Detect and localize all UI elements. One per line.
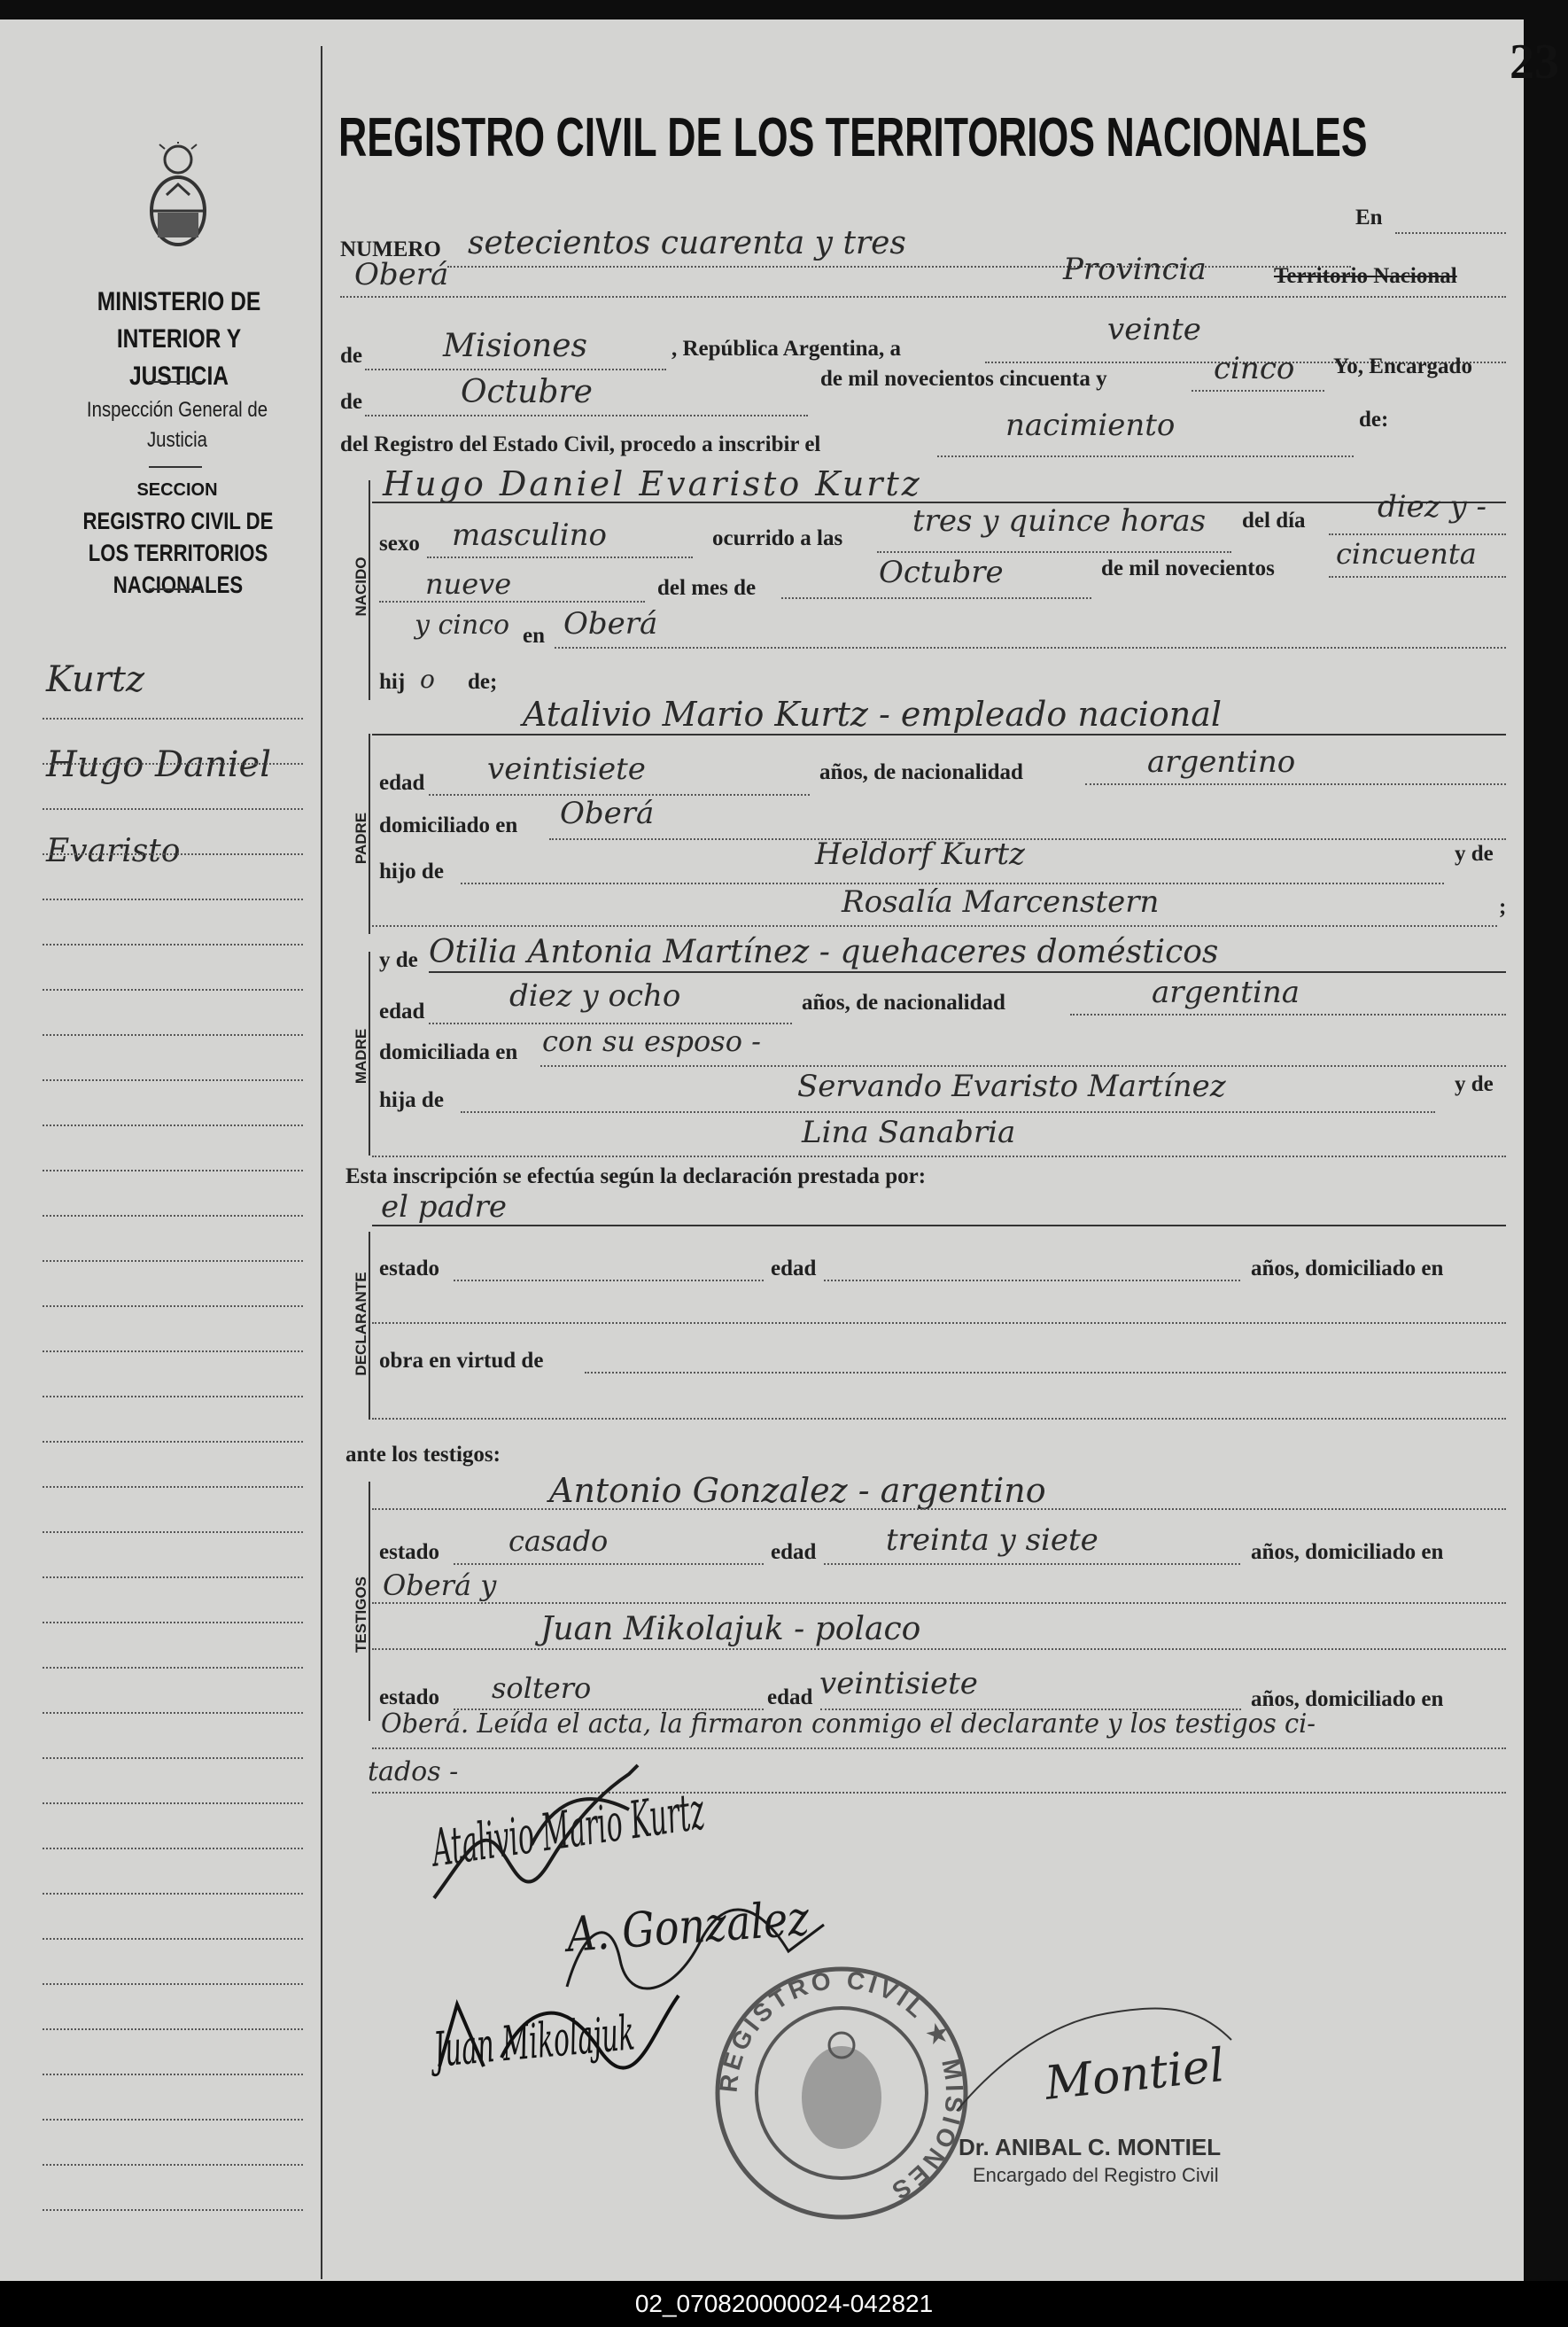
declarante-value-line bbox=[372, 1225, 1506, 1226]
sidebar-ruled-line bbox=[43, 763, 303, 765]
testigo1-edad: treinta y siete bbox=[886, 1522, 1098, 1558]
month-line bbox=[365, 415, 808, 416]
sidebar-ruled-line bbox=[43, 1757, 303, 1759]
padre-dom-line bbox=[549, 838, 1506, 840]
sidebar-ruled-line bbox=[43, 1260, 303, 1262]
testigo1-edad-line bbox=[824, 1563, 1240, 1565]
declarante-side-label: DECLARANTE bbox=[353, 1272, 369, 1376]
sidebar-ruled-line bbox=[43, 1983, 303, 1985]
sidebar-ruled-line bbox=[43, 1848, 303, 1849]
sidebar-ruled-line bbox=[43, 2119, 303, 2121]
ministry-label: MINISTERIO DE INTERIOR Y JUSTICIA bbox=[97, 287, 261, 391]
madre-hija-line bbox=[461, 1111, 1435, 1113]
madre-padre-value: Servando Evaristo Martínez bbox=[797, 1069, 1226, 1104]
sidebar-ruled-line bbox=[43, 853, 303, 855]
section-label: SECCION bbox=[136, 480, 218, 500]
official-name: Dr. ANIBAL C. MONTIEL bbox=[959, 2134, 1222, 2160]
sidebar-ruled-line bbox=[43, 2028, 303, 2030]
declarante-edad-line bbox=[824, 1280, 1240, 1281]
sidebar-ruled-line bbox=[43, 944, 303, 946]
sidebar-rule-1 bbox=[149, 381, 202, 383]
sidebar-divider bbox=[321, 46, 322, 2279]
sidebar-ruled-line bbox=[43, 1125, 303, 1126]
province-value: Misiones bbox=[443, 328, 588, 364]
republica-label: , República Argentina, a bbox=[671, 337, 902, 361]
registro-civil-stamp bbox=[709, 1960, 974, 2226]
anio-line bbox=[1329, 576, 1506, 578]
witness2-signature: Juan Mikolajuk bbox=[431, 2004, 637, 2078]
del-dia-label: del día bbox=[1242, 509, 1306, 533]
act-line bbox=[937, 455, 1354, 457]
testigo1-name: Antonio Gonzalez - argentino bbox=[549, 1471, 1046, 1510]
madre-edad-label: edad bbox=[379, 1000, 425, 1023]
sidebar-ruled-line bbox=[43, 2164, 303, 2166]
madre-nac-value: argentina bbox=[1152, 975, 1300, 1010]
year-value: cinco bbox=[1214, 351, 1295, 386]
testigos-side-label: TESTIGOS bbox=[353, 1576, 369, 1653]
madre-hija-label: hija de bbox=[379, 1088, 444, 1112]
territorio-struck: Territorio Nacional bbox=[1274, 264, 1457, 288]
sidebar-ruled-line bbox=[43, 718, 303, 720]
sidebar-ruled-line bbox=[43, 808, 303, 810]
de-label-2: de bbox=[340, 390, 362, 414]
padre-name-line bbox=[372, 734, 1506, 735]
intro-line-2 bbox=[340, 296, 1506, 298]
act-value: nacimiento bbox=[1005, 408, 1176, 443]
registro-label: del Registro del Estado Civil, procedo a inscribir el bbox=[340, 432, 821, 456]
mes-line bbox=[781, 597, 1091, 599]
sidebar-ruled-line bbox=[43, 1396, 303, 1397]
year-line bbox=[1192, 390, 1324, 392]
sidebar-ruled-line bbox=[43, 1305, 303, 1307]
testigo1-edad-label: edad bbox=[771, 1540, 817, 1564]
declarante-dom-line bbox=[372, 1322, 1506, 1324]
sexo-value: masculino bbox=[452, 518, 608, 553]
sidebar-ruled-line bbox=[43, 2209, 303, 2211]
declarante-anios-label: años, domiciliado en bbox=[1251, 1257, 1444, 1280]
madre-yde-label: y de bbox=[379, 948, 418, 972]
madre-name: Otilia Antonia Martínez - quehaceres domésticos bbox=[429, 934, 1219, 970]
sidebar-ruled-line bbox=[43, 1667, 303, 1669]
closing-line-2: tados - bbox=[368, 1756, 459, 1787]
numero-value: setecientos cuarenta y tres bbox=[468, 225, 906, 261]
closing-line-1: Oberá. Leída el acta, la firmaron conmigo el declarante y los testigos ci- bbox=[381, 1708, 1316, 1739]
year-label: de mil novecientos cincuenta y bbox=[820, 367, 1107, 391]
padre-dom-value: Oberá bbox=[560, 796, 655, 831]
footer-file-id: 02_070820000024-042821 bbox=[0, 2281, 1568, 2327]
madre-yde2-label: y de bbox=[1455, 1072, 1494, 1096]
hora-line bbox=[877, 551, 1231, 553]
declarante-obra-label: obra en virtud de bbox=[379, 1349, 544, 1373]
provincia-value: Provincia bbox=[1063, 252, 1207, 287]
madre-dom-label: domiciliada en bbox=[379, 1040, 518, 1064]
padre-edad-label: edad bbox=[379, 771, 425, 795]
padre-nac-label: años, de nacionalidad bbox=[819, 760, 1023, 784]
madre-madre-value: Lina Sanabria bbox=[802, 1115, 1016, 1150]
sidebar-ruled-line bbox=[43, 989, 303, 991]
numero-line bbox=[447, 266, 1351, 268]
madre-side-label: MADRE bbox=[353, 1028, 369, 1085]
mil-label: de mil novecientos bbox=[1101, 556, 1275, 580]
nacido-name: Hugo Daniel Evaristo Kurtz bbox=[383, 464, 922, 503]
madre-dom-line bbox=[540, 1065, 1506, 1067]
testigo2-edad: veintisiete bbox=[819, 1666, 978, 1701]
stamp-text: REGISTRO CIVIL ★ MISIONES bbox=[714, 1965, 969, 2207]
hij-suffix: o bbox=[420, 665, 435, 694]
sidebar-ruled-line bbox=[43, 1486, 303, 1488]
sidebar-ruled-line bbox=[43, 1712, 303, 1714]
testigo1-name-line bbox=[372, 1508, 1506, 1510]
sidebar-ruled-line bbox=[43, 1893, 303, 1895]
dia-line bbox=[1329, 533, 1506, 535]
testigo2-estado: soltero bbox=[492, 1671, 592, 1705]
lugar-line bbox=[555, 647, 1506, 649]
padre-madre-line bbox=[372, 925, 1497, 927]
madre-dom-value: con su esposo - bbox=[542, 1024, 761, 1058]
declarante-edad-label: edad bbox=[771, 1257, 817, 1280]
sidebar-ruled-line bbox=[43, 1079, 303, 1081]
nacido-side-label: NACIDO bbox=[353, 556, 369, 617]
testigo2-name: Juan Mikolajuk - polaco bbox=[540, 1611, 921, 1647]
testigo2-anios-label: años, domiciliado en bbox=[1251, 1687, 1444, 1711]
padre-semicolon: ; bbox=[1499, 895, 1507, 919]
province-line bbox=[365, 369, 666, 370]
sidebar-ruled-line bbox=[43, 1350, 303, 1352]
testigo1-estado-line bbox=[454, 1563, 764, 1565]
ocurrido-label: ocurrido a las bbox=[712, 526, 843, 550]
madre-name-line bbox=[429, 971, 1506, 973]
document-sheet bbox=[0, 19, 1524, 2281]
father-signature: Atalivio Mario Kurtz bbox=[428, 1780, 709, 1879]
testigo1-estado: casado bbox=[508, 1524, 609, 1558]
padre-name: Atalivio Mario Kurtz - empleado nacional bbox=[523, 695, 1223, 734]
declarante-obra-line bbox=[585, 1372, 1506, 1374]
official-title: Encargado del Registro Civil bbox=[973, 2164, 1219, 2186]
padre-nac-line bbox=[1085, 783, 1506, 785]
madre-nac-label: años, de nacionalidad bbox=[802, 991, 1005, 1015]
declarante-intro: Esta inscripción se efectúa según la declaración prestada por: bbox=[345, 1164, 927, 1188]
sidebar-rule-2 bbox=[149, 466, 202, 468]
sidebar-ruled-line bbox=[43, 1170, 303, 1171]
inspection-label: Inspección General de Justicia bbox=[86, 398, 268, 452]
page-number: 23 bbox=[1510, 35, 1559, 90]
hij-de-label: de; bbox=[468, 670, 498, 694]
closing-line-1-rule bbox=[372, 1747, 1506, 1749]
testigos-intro: ante los testigos: bbox=[345, 1443, 501, 1467]
lugar-value: Oberá bbox=[563, 606, 658, 642]
hora-value: tres y quince horas bbox=[912, 503, 1207, 539]
madre-nac-line bbox=[1070, 1014, 1506, 1016]
padre-edad-value: veintisiete bbox=[487, 751, 646, 787]
del-mes-label: del mes de bbox=[657, 576, 757, 600]
testigo1-estado-label: estado bbox=[379, 1540, 440, 1564]
madre-madre-line bbox=[372, 1156, 1506, 1157]
padre-side-label: PADRE bbox=[353, 812, 369, 865]
sidebar-names-2: Evaristo bbox=[46, 833, 181, 869]
de-label-1: de bbox=[340, 344, 362, 368]
mes-value: Octubre bbox=[879, 555, 1004, 590]
padre-madre-value: Rosalía Marcenstern bbox=[842, 884, 1160, 920]
declarante-estado-label: estado bbox=[379, 1257, 440, 1280]
official-signature-flourish bbox=[948, 1987, 1249, 2129]
sidebar-ruled-line bbox=[43, 1622, 303, 1623]
coat-of-arms-icon bbox=[140, 142, 216, 248]
witness1-signature: A. Gonzalez bbox=[564, 1889, 811, 1963]
testigo2-edad-label: edad bbox=[767, 1685, 813, 1709]
day-value: veinte bbox=[1107, 312, 1201, 347]
nacido-en-label: en bbox=[523, 624, 545, 648]
testigo1-dom: Oberá y bbox=[383, 1568, 497, 1602]
anio-value: cincuenta bbox=[1336, 537, 1477, 571]
padre-nac-value: argentino bbox=[1147, 744, 1296, 780]
sidebar-ruled-line bbox=[43, 1034, 303, 1036]
sidebar-ruled-line bbox=[43, 1802, 303, 1804]
en-label: En bbox=[1355, 206, 1383, 230]
padre-dom-label: domiciliado en bbox=[379, 813, 518, 837]
sidebar-rule-3 bbox=[149, 588, 202, 590]
sexo-line bbox=[427, 556, 693, 558]
place-value: Oberá bbox=[354, 257, 449, 292]
en-line bbox=[1395, 232, 1506, 234]
anio-value-2: y cinco bbox=[415, 610, 510, 641]
numero-label: NUMERO bbox=[340, 237, 441, 261]
padre-hijo-label: hijo de bbox=[379, 860, 444, 883]
declarante-estado-line bbox=[454, 1280, 764, 1281]
month-value: Octubre bbox=[461, 374, 593, 410]
declarante-value: el padre bbox=[381, 1189, 507, 1225]
sidebar-ruled-line bbox=[43, 1576, 303, 1578]
testigo1-anios-label: años, domiciliado en bbox=[1251, 1540, 1444, 1564]
dia-value: diez y - bbox=[1378, 489, 1486, 525]
sidebar-ruled-line bbox=[43, 2074, 303, 2075]
sidebar-ruled-line bbox=[43, 1531, 303, 1533]
testigo1-dom-line bbox=[372, 1602, 1506, 1604]
yo-label: Yo, Encargado bbox=[1333, 354, 1472, 378]
official-signature: Montiel bbox=[1042, 2038, 1228, 2111]
dia-line-2 bbox=[379, 601, 645, 603]
hij-label: hij bbox=[379, 670, 406, 694]
sidebar-ruled-line bbox=[43, 1215, 303, 1217]
sidebar-surname: Kurtz bbox=[46, 659, 145, 700]
sidebar-ruled-line bbox=[43, 899, 303, 900]
declarante-extra-line bbox=[372, 1418, 1506, 1420]
sidebar-ruled-line bbox=[43, 1441, 303, 1443]
document-title: REGISTRO CIVIL DE LOS TERRITORIOS NACIONALES bbox=[338, 107, 1368, 168]
padre-yde-label: y de bbox=[1455, 842, 1494, 866]
witness2-signature-flourish bbox=[431, 1978, 696, 2084]
sidebar-names-1: Hugo Daniel bbox=[46, 744, 271, 785]
dia-value-2: nueve bbox=[425, 567, 512, 601]
sexo-label: sexo bbox=[379, 532, 420, 556]
de-colon-label: de: bbox=[1359, 408, 1389, 432]
section-name: REGISTRO CIVIL DE LOS TERRITORIOS NACIONALES bbox=[82, 508, 274, 598]
sidebar-ruled-line bbox=[43, 1938, 303, 1940]
madre-edad-value: diez y ocho bbox=[509, 978, 681, 1014]
testigo2-estado-label: estado bbox=[379, 1685, 440, 1709]
testigo2-name-line bbox=[372, 1648, 1506, 1650]
padre-padre-value: Heldorf Kurtz bbox=[815, 837, 1025, 872]
